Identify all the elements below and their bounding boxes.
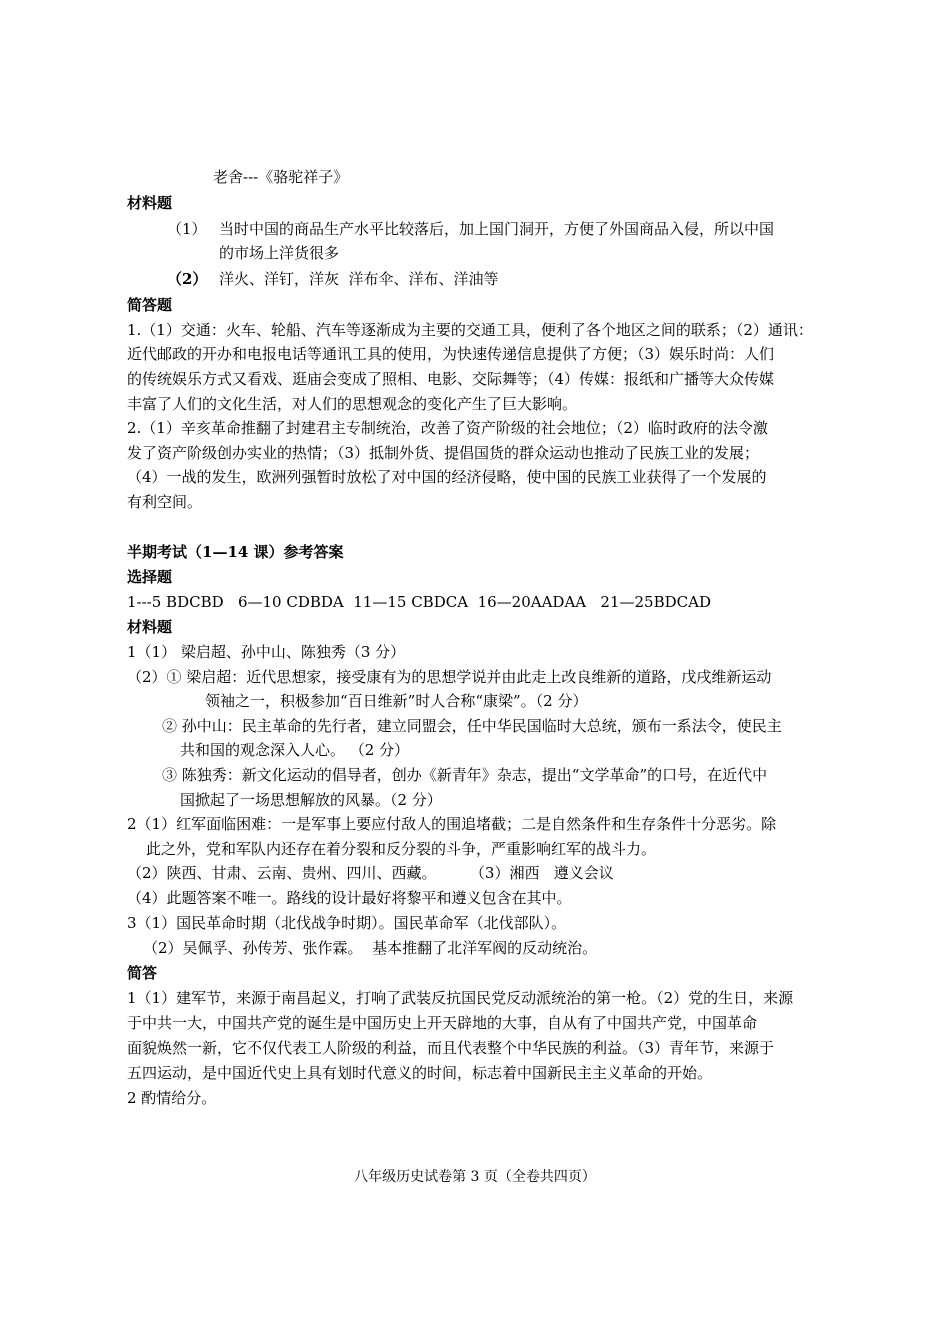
material-1-text-cont: 的市场上洋货很多	[219, 244, 340, 262]
midterm-short-heading: 简答	[127, 964, 158, 982]
short-answer-line: 面貌焕然一新，它不仅代表工人阶级的利益，而且代表整个中华民族的利益。（3）青年节，来源于	[127, 1039, 775, 1057]
short-answer-heading: 简答题	[127, 296, 173, 314]
short-2-line: （4）一战的发生，欧洲列强暂时放松了对中国的经济侵略，使中国的民族工业获得了一个发展的	[127, 468, 767, 486]
material-1-text: 当时中国的商品生产水平比较落后，加上国门洞开，方便了外国商品入侵，所以中国	[219, 220, 775, 238]
material-1-number: （1）	[167, 220, 207, 238]
short-answer-line: 2 酌情给分。	[127, 1089, 217, 1107]
short-1-line: 丰富了人们的文化生活，对人们的思想观念的变化产生了巨大影响。	[127, 395, 578, 413]
material-2-number: （2）	[167, 270, 208, 288]
midterm-title: 半期考试（1—14 课）参考答案	[127, 543, 344, 561]
material-2-text: 洋火、洋钉，洋灰 洋布伞、洋布、洋油等	[219, 270, 499, 288]
material-answer-line: 1（1） 梁启超、孙中山、陈独秀（3 分）	[127, 643, 406, 661]
material-answer-line: 2（1）红军面临困难：一是军事上要应付敌人的围追堵截；二是自然条件和生存条件十分恶劣。除	[127, 815, 777, 833]
material-answer-line: （4）此题答案不唯一。路线的设计最好将黎平和遵义包含在其中。	[127, 889, 572, 907]
short-answer-line: 1（1）建军节，来源于南昌起义，打响了武装反抗国民党反动派统治的第一枪。（2）党的生日，来源	[127, 989, 794, 1007]
material-answer-line: ② 孙中山：民主革命的先行者，建立同盟会，任中华民国临时大总统，颁布一系法令，使民主	[162, 717, 782, 735]
short-answer-line: 于中共一大，中国共产党的诞生是中国历史上开天辟地的大事，自从有了中国共产党，中国革命	[127, 1014, 758, 1032]
material-answer-line: （2）① 梁启超：近代思想家，接受康有为的思想学说并由此走上改良维新的道路，戊戌维新运动	[127, 668, 772, 686]
page-footer: 八年级历史试卷第 3 页（全卷共四页）	[354, 1169, 596, 1185]
material-answer-line: 3（1）国民革命时期（北伐战争时期）。国民革命军（北伐部队）。	[127, 914, 567, 932]
material-answer-line: 此之外，党和军队内还存在着分裂和反分裂的斗争，严重影响红军的战斗力。	[146, 840, 657, 858]
material-answer-line: ③ 陈独秀：新文化运动的倡导者，创办《新青年》杂志，提出“文学革命”的口号，在近代中	[162, 766, 768, 784]
choice-answers: 1---5 BDCBD 6—10 CDBDA 11—15 CBDCA 16—20AADAA 21—25BDCAD	[127, 593, 711, 611]
short-2-line: 有利空间。	[127, 493, 203, 511]
material-answer-line: 共和国的观念深入人心。 （2 分）	[180, 741, 410, 759]
short-1-line: 的传统娱乐方式又看戏、逛庙会变成了照相、电影、交际舞等；（4）传媒：报纸和广播等大众传媒	[127, 370, 775, 388]
material-answer-line: 领袖之一，积极参加“百日维新”时人合称“康梁”。（2 分）	[205, 692, 588, 710]
short-2-line: 发了资产阶级创办实业的热情；（3）抵制外货、提倡国货的群众运动也推动了民族工业的发展；	[127, 444, 760, 462]
material-heading: 材料题	[127, 194, 173, 212]
material-answer-line: （2）陕西、甘肃、云南、贵州、四川、西藏。 （3）湘西 遵义会议	[127, 864, 614, 882]
short-1-line: 近代邮政的开办和电报电话等通讯工具的使用，为快速传递信息提供了方便；（3）娱乐时尚：人们	[127, 345, 775, 363]
midterm-material-heading: 材料题	[127, 618, 173, 636]
short-2-line: 2.（1）辛亥革命推翻了封建君主专制统治，改善了资产阶级的社会地位；（2）临时政府的法令激	[127, 419, 768, 437]
author-line: 老舍---《骆驼祥子》	[213, 168, 349, 186]
short-1-line: 1.（1）交通：火车、轮船、汽车等逐渐成为主要的交通工具，便利了各个地区之间的联系；（2）通讯：	[127, 321, 813, 339]
short-answer-line: 五四运动，是中国近代史上具有划时代意义的时间，标志着中国新民主主义革命的开始。	[127, 1064, 713, 1082]
choice-heading: 选择题	[127, 568, 173, 586]
material-answer-line: （2）吴佩孚、孙传芳、张作霖。 基本推翻了北洋军阀的反动统治。	[143, 939, 598, 957]
material-answer-line: 国掀起了一场思想解放的风暴。（2 分）	[180, 791, 442, 809]
